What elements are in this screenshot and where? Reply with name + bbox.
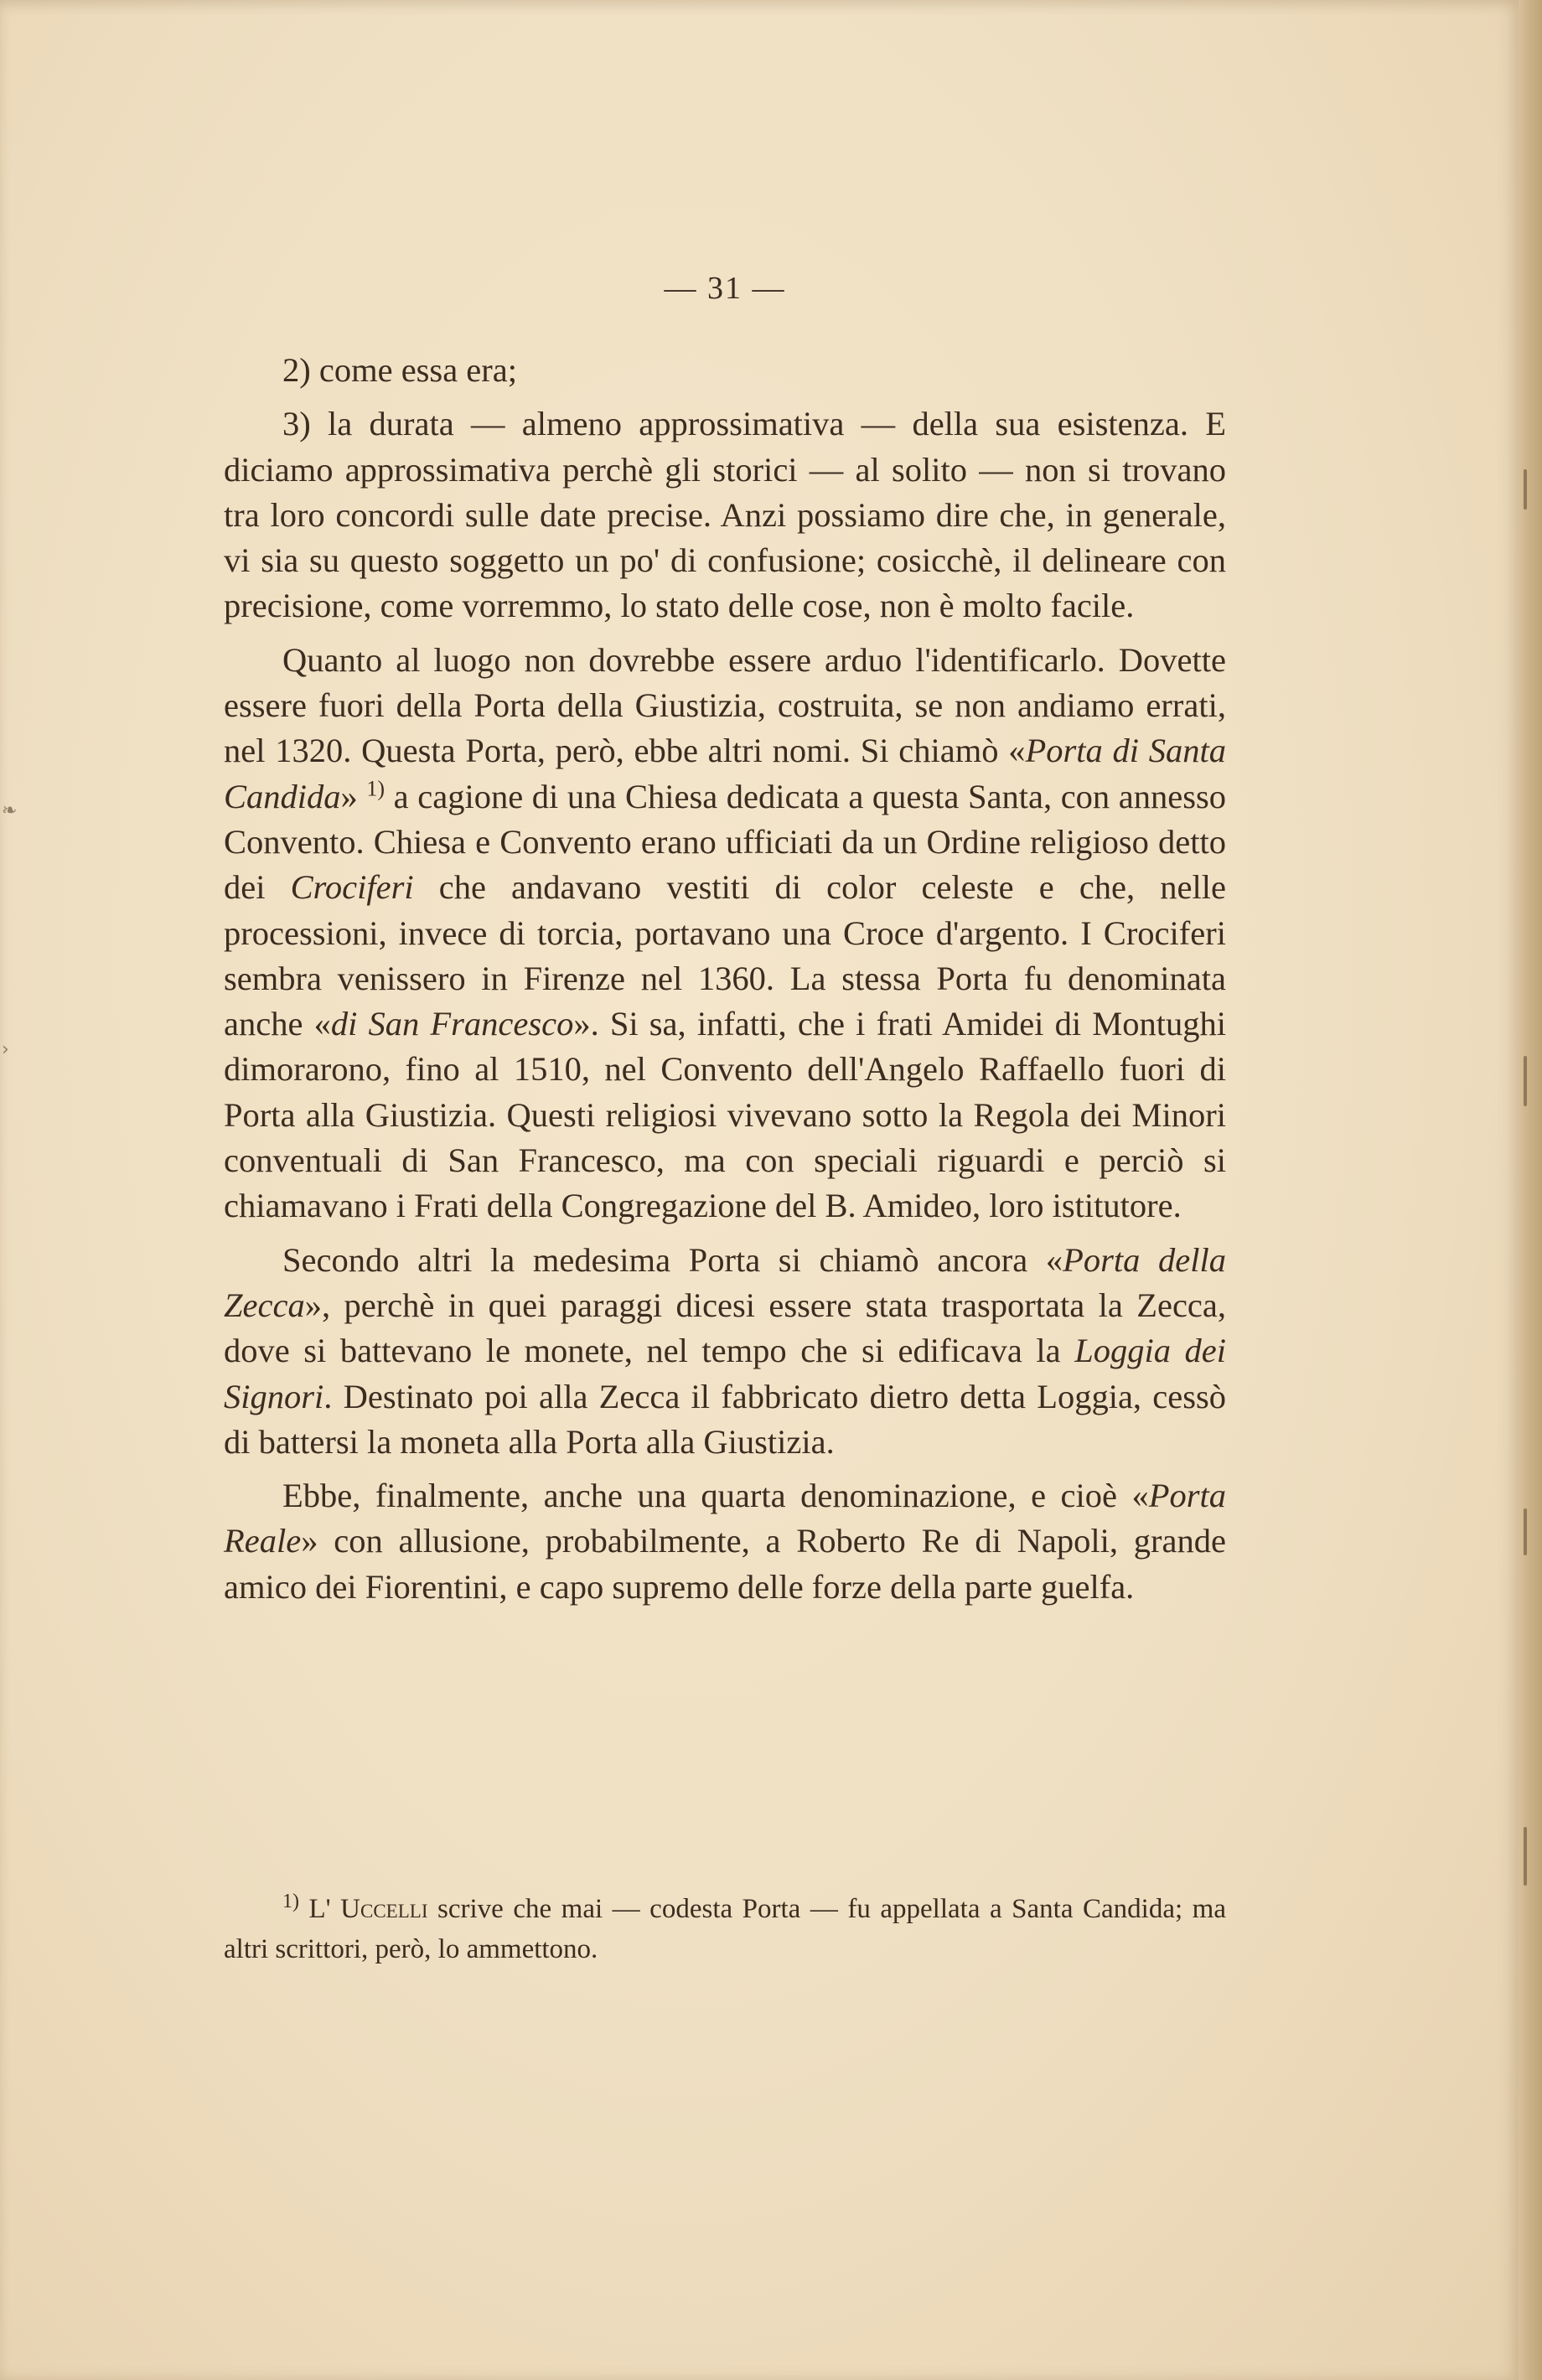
page-edge-mark — [1524, 1827, 1527, 1886]
paragraph-p5 — [224, 1473, 1226, 1610]
text-segment: », perchè in quei paraggi dicesi essere stata trasportata la Zecca, dove si battevano le monete, nel tempo che si edificava la — [224, 1286, 1226, 1370]
italic-term: Crociferi — [290, 868, 414, 907]
footnote-text: scrive che mai — codesta Porta — fu appellata a Santa Candida; ma altri scrittori, però, lo ammettono. — [224, 1894, 1226, 1964]
footnote-lead: L' — [299, 1894, 341, 1924]
body-text — [224, 348, 1226, 1610]
paragraph-p2 — [224, 401, 1226, 629]
page-edge-mark — [1524, 1508, 1527, 1555]
italic-term: Porta Reale — [224, 1477, 1226, 1560]
margin-mark: ❧ — [2, 800, 18, 821]
text-segment: . Destinato poi alla Zecca il fabbricato dietro detta Loggia, cessò di battersi la moneta alla Porta alla Giustizia. — [224, 1377, 1226, 1461]
footnote — [224, 1889, 1226, 1969]
text-segment: a cagione di una Chiesa dedicata a questa Santa, con annesso Convento. Chiesa e Convento erano ufficiati da un Ordine religioso detto dei — [224, 777, 1226, 907]
paragraph-p3 — [224, 638, 1226, 1229]
page-edge-mark — [1524, 1056, 1527, 1106]
text-segment: Secondo altri la medesima Porta si chiamò ancora « — [282, 1240, 1063, 1279]
text-segment: 3) la durata — almeno approssimativa — della sua esistenza. E diciamo approssimativa perchè gli storici — al solito — non si trovano tra loro concordi sulle date precise. Anzi possiamo dire che, in generale, vi sia su questo soggetto un po' di confusione; cosicchè, il delineare con precisione, come vorremmo, lo stato delle cose, non è molto facile. — [224, 405, 1226, 625]
text-segment: ». Si sa, infatti, che i frati Amidei di Montughi dimorarono, fino al 1510, nel Convento dell'Angelo Raffaello fuori di Porta alla Giustizia. Questi religiosi vivevano sotto la Regola dei Minori conventuali di San Francesco, ma con speciali riguardi e perciò si chiamavano i Frati della Congregazione del B. Amideo, loro istitutore. — [224, 1005, 1226, 1225]
italic-term: di San Francesco — [330, 1005, 574, 1043]
text-segment: Quanto al luogo non dovrebbe essere arduo l'identificarlo. Dovette essere fuori della Porta della Giustizia, costruita, se non andiamo errati, nel 1320. Questa Porta, però, ebbe altri nomi. Si chiamò « — [224, 640, 1226, 770]
margin-mark: › — [2, 1039, 9, 1060]
text-segment: Ebbe, finalmente, anche una quarta denominazione, e cioè « — [282, 1477, 1149, 1515]
page-number: — 31 — — [664, 271, 786, 306]
text-segment: » — [340, 777, 367, 815]
text-segment: che andavano vestiti di color celeste e che, nelle processioni, invece di torcia, portavano una Croce d'argento. I Crociferi sembra venissero in Firenze nel 1360. La stessa Porta fu denominata anche « — [224, 868, 1226, 1043]
footnote-author: Uccelli — [340, 1894, 428, 1924]
italic-term: Porta della Zecca — [224, 1240, 1226, 1324]
italic-term: Loggia dei Signori — [224, 1332, 1226, 1415]
text-segment: » con allusione, probabilmente, a Roberto Re di Napoli, grande amico dei Fiorentini, e capo supremo delle forze della parte guelfa. — [224, 1522, 1226, 1606]
text-segment: 2) come essa era; — [282, 351, 517, 389]
page-edge-mark — [1524, 469, 1527, 510]
footnote-marker: 1) — [282, 1891, 299, 1912]
italic-term: Porta di Santa Candida — [224, 732, 1226, 815]
footnote-reference: 1) — [366, 776, 386, 801]
page-edge — [1519, 0, 1542, 2380]
paragraph-p4 — [224, 1238, 1226, 1465]
paragraph-p1 — [224, 348, 1226, 393]
